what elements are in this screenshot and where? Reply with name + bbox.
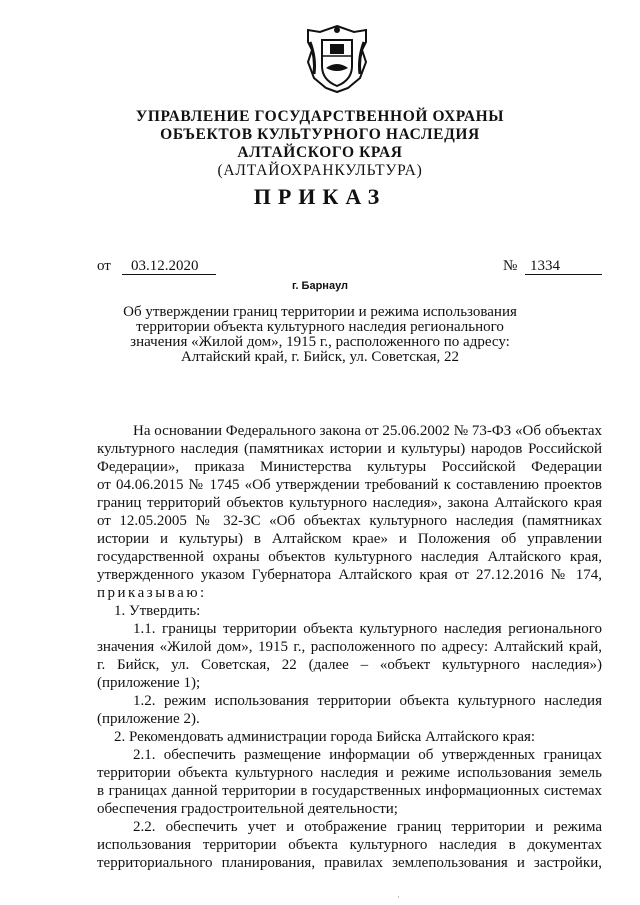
coat-of-arms-icon: [302, 22, 372, 94]
org-name-line-2: ОБЪЕКТОВ КУЛЬТУРНОГО НАСЛЕДИЯ: [160, 126, 480, 143]
clause-2-2: 2.2. обеспечить учет и отображение границ территории и режима: [133, 819, 602, 835]
document-date: 03.12.2020: [131, 258, 199, 274]
body-line: значения «Жилой дом», 1915 г., расположенного по адресу: Алтайский край,: [97, 639, 602, 655]
subject-line-3: значения «Жилой дом», 1915 г., расположенного по адресу:: [130, 334, 510, 350]
body-line: утвержденного указом Губернатора Алтайского края от 27.12.2016 № 174,: [97, 567, 602, 583]
clause-2: 2. Рекомендовать администрации города Бийска Алтайского края:: [114, 729, 536, 745]
org-name-line-3: АЛТАЙСКОГО КРАЯ: [237, 144, 403, 161]
clause-1-2: 1.2. режим использования территории объекта культурного наследия: [133, 693, 602, 709]
org-name-line-1: УПРАВЛЕНИЕ ГОСУДАРСТВЕННОЙ ОХРАНЫ: [135, 108, 505, 125]
body-line: На основании Федерального закона от 25.06.2002 № 73-ФЗ «Об объектах: [133, 423, 602, 439]
body-line: территориального планирования, правилах землепользования и застройки,: [97, 855, 602, 871]
body-line: в границах данной территории в государственных информационных системах: [97, 783, 602, 799]
body-line: истории и культуры) в Алтайском крае» и Положения об управлении: [97, 531, 602, 547]
body-line: границ территорий объектов культурного наследия», закона Алтайского края: [97, 495, 602, 511]
number-prefix: №: [503, 258, 518, 274]
org-abbreviation: (АЛТАЙОХРАНКУЛЬТУРА): [217, 162, 423, 179]
date-prefix: от: [97, 258, 111, 274]
document-title: ПРИКАЗ: [253, 184, 387, 209]
body-line: г. Бийск, ул. Советская, 22 (далее – «объект культурного наследия»): [97, 657, 602, 673]
subject-line-4: Алтайский край, г. Бийск, ул. Советская, 22: [180, 349, 460, 365]
scan-artifact: ·: [397, 892, 400, 902]
body-line: использования территории объекта культурного наследия в документах: [97, 837, 602, 853]
subject-line-2: территории объекта культурного наследия регионального: [136, 319, 504, 335]
body-line: от 04.06.2015 № 1745 «Об утверждении требований к составлению проектов: [97, 477, 602, 493]
clause-2-1: 2.1. обеспечить размещение информации об утвержденных границах: [133, 747, 602, 763]
body-line: государственной охраны объектов культурного наследия Алтайского края,: [97, 549, 602, 565]
body-line: (приложение 1);: [97, 675, 201, 691]
clause-1: 1. Утвердить:: [114, 603, 201, 619]
body-line: Федерации», приказа Министерства культуры Российской Федерации: [97, 459, 602, 475]
body-line: культурного наследия (памятниках истории и культуры) народов Российской: [97, 441, 602, 457]
body-line-directive: приказываю:: [97, 585, 207, 601]
subject-line-1: Об утверждении границ территории и режима использования: [123, 304, 517, 320]
body-line: от 12.05.2005 № 32-ЗС «Об объектах культурного наследия (памятниках: [97, 513, 602, 529]
clause-1-1: 1.1. границы территории объекта культурного наследия регионального: [133, 621, 602, 637]
body-line: обеспечения градостроительной деятельности;: [97, 801, 398, 817]
city-label: г. Барнаул: [291, 280, 349, 292]
body-line: территории объекта культурного наследия и режиме использования земель: [97, 765, 602, 781]
document-number: 1334: [530, 258, 560, 274]
body-line: (приложение 2).: [97, 711, 200, 727]
